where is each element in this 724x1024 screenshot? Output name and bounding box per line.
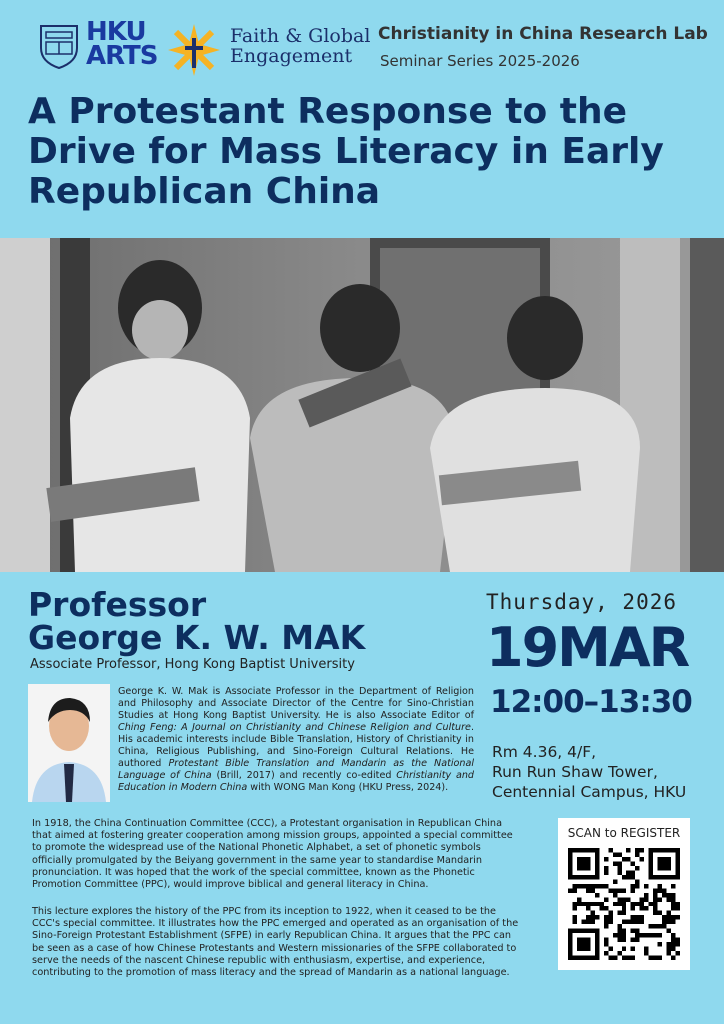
star-logo-icon bbox=[166, 22, 222, 78]
hku-arts-logo: HKU ARTS bbox=[86, 17, 158, 71]
abstract-paragraph-2: This lecture explores the history of the PPC from its inception to 1922, when it ceased to be the CCC's special committee. It illustrates how the PPC emerged and operated as an organisation of the Sino-Foreign Protestant Establishment (SFPE) in early Republican China. It argues that the PPC can be seen as a case of how Chinese Protestants and Western missionaries of the SFPE collaborated to serve the needs of the nascent Chinese republic with enthusiasm, expertise, and experience, contributing to the promotion of mass literacy and the spread of Mandarin as a national language. bbox=[32, 906, 519, 979]
speaker-affiliation: Associate Professor, Hong Kong Baptist University bbox=[30, 657, 355, 672]
seminar-series: Seminar Series 2025-2026 bbox=[380, 52, 580, 70]
hku-crest-icon bbox=[38, 22, 80, 70]
historical-photo bbox=[0, 238, 724, 572]
header bbox=[0, 0, 724, 90]
speaker-bio: George K. W. Mak is Associate Professor in the Department of Religion and Philosophy and Associate Director of the Centre for Sino-Christian Studies at Hong Kong Baptist University. He is also Associate Editor of Ching Feng: A Journal on Christianity and Chinese Religion and Culture. His academic interests include Bible Translation, History of Christianity in China, Religious Publishing, and Sino-Foreign Cultural Relations. He authored Protestant Bible Translation and Mandarin as the National Language of China (Brill, 2017) and recently co-edited Christianity and Education in Modern China with WONG Man Kong (HKU Press, 2024). bbox=[118, 686, 475, 793]
event-date: 19MAR bbox=[486, 616, 689, 679]
faith-global-engagement-logo: Faith & Global Engagement bbox=[230, 25, 371, 67]
register-box[interactable] bbox=[558, 818, 690, 970]
event-venue: Rm 4.36, 4/F, Run Run Shaw Tower, Centennial Campus, HKU bbox=[492, 743, 687, 801]
qr-code-icon[interactable] bbox=[568, 848, 680, 960]
lab-name: Christianity in China Research Lab bbox=[378, 24, 708, 44]
event-time: 12:00–13:30 bbox=[490, 684, 692, 720]
speaker-headshot bbox=[28, 684, 110, 802]
register-label: SCAN to REGISTER bbox=[567, 826, 681, 840]
event-day: Thursday, 2026 bbox=[486, 590, 678, 614]
abstract-paragraph-1: In 1918, the China Continuation Committee (CCC), a Protestant organisation in Republican China that aimed at fostering greater cooperation among mission groups, appointed a special committee to promote the widespread use of the National Phonetic Alphabet, a set of phonetic symbols officially promulgated by the Beiyang government in the same year to standardise Mandarin pronunciation. It was hoped that the work of the special committee, known as the Phonetic Promotion Committee (PPC), would improve biblical and general literacy in China. bbox=[32, 818, 513, 891]
speaker-name: Professor George K. W. MAK bbox=[28, 585, 366, 657]
lecture-title: A Protestant Response to the Drive for Mass Literacy in Early Republican China bbox=[28, 91, 664, 212]
